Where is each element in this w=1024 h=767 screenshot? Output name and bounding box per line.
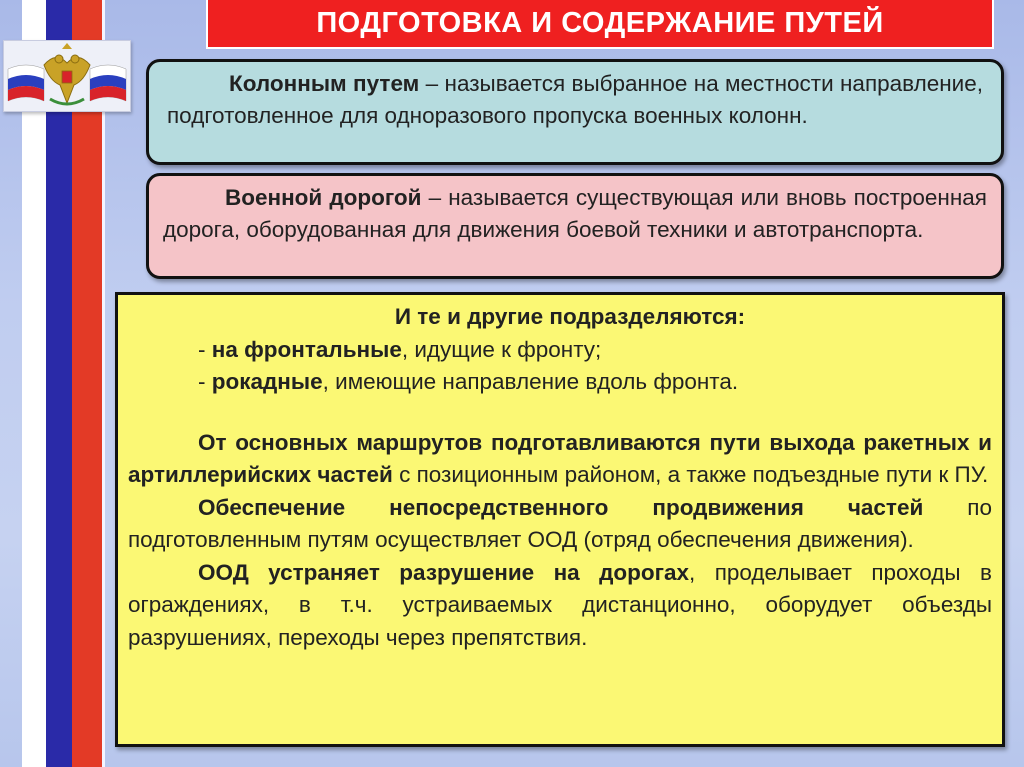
spacer [128, 399, 992, 427]
paragraph-ood-tasks-bold: ООД устраняет разрушение на дорогах [198, 559, 690, 585]
paragraph-movement-support-text: по подготовленным путям осуществляет ООД (отряд обеспечения движения). [128, 494, 993, 552]
bullet-rest-rocade: , имеющие направление вдоль фронта. [322, 369, 739, 394]
paragraph-movement-support-bold: Обеспечение непосредственного продвижения частей [198, 494, 924, 520]
flag-stripe-white [22, 0, 46, 767]
russian-double-headed-eagle-emblem-icon [4, 41, 130, 111]
indent [128, 560, 198, 585]
paragraph-ood-tasks [128, 557, 992, 655]
details-heading: И те и другие подразделяются: [394, 304, 746, 329]
definition-military-road-text: – называется существующая или вновь построенная дорога, оборудованная для движения боевой техники и автотранспорта. [163, 185, 987, 242]
indent [128, 430, 198, 455]
emblem [3, 40, 131, 112]
list-item-frontal [128, 334, 992, 367]
paragraph-exit-routes [128, 427, 992, 492]
bullet-prefix: - [198, 369, 212, 394]
paragraph-exit-routes-bold: От основных маршрутов подготавливаются пути выхода ракетных и артиллерийских частей [128, 429, 992, 487]
bullet-bold-rocade: рокадные [211, 369, 323, 394]
details-box [115, 292, 1005, 747]
flag-stripe-red [72, 0, 102, 767]
term-military-road: Военной дорогой [225, 185, 422, 210]
term-column-route: Колонным путем [229, 71, 420, 96]
definition-military-road [146, 173, 1004, 279]
paragraph-movement-support [128, 492, 992, 557]
bullet-rest-frontal: , идущие к фронту; [401, 336, 602, 362]
stripe-edge [102, 0, 105, 767]
definition-column-route-text: – называется выбранное на местности направление, подготовленное для одноразового пропуска военных колонн. [167, 71, 983, 128]
paragraph-ood-tasks-text: , проделывает проходы в ограждениях, в т.ч. устраиваемых дистанционно, оборудует объезды разрушениях, переходы через препятствия. [128, 559, 992, 650]
list-item-rocade [128, 366, 992, 399]
bullet-prefix: - [198, 336, 212, 362]
paragraph-exit-routes-text: с позиционным районом, а также подъездные пути к ПУ. [392, 462, 989, 487]
flag-stripe-blue [46, 0, 72, 767]
bullet-bold-frontal: на фронтальные [211, 336, 402, 362]
page-title [206, 0, 994, 49]
page-title-text: ПОДГОТОВКА И СОДЕРЖАНИЕ ПУТЕЙ [316, 7, 884, 39]
indent [128, 495, 198, 520]
definition-column-route [146, 59, 1004, 165]
